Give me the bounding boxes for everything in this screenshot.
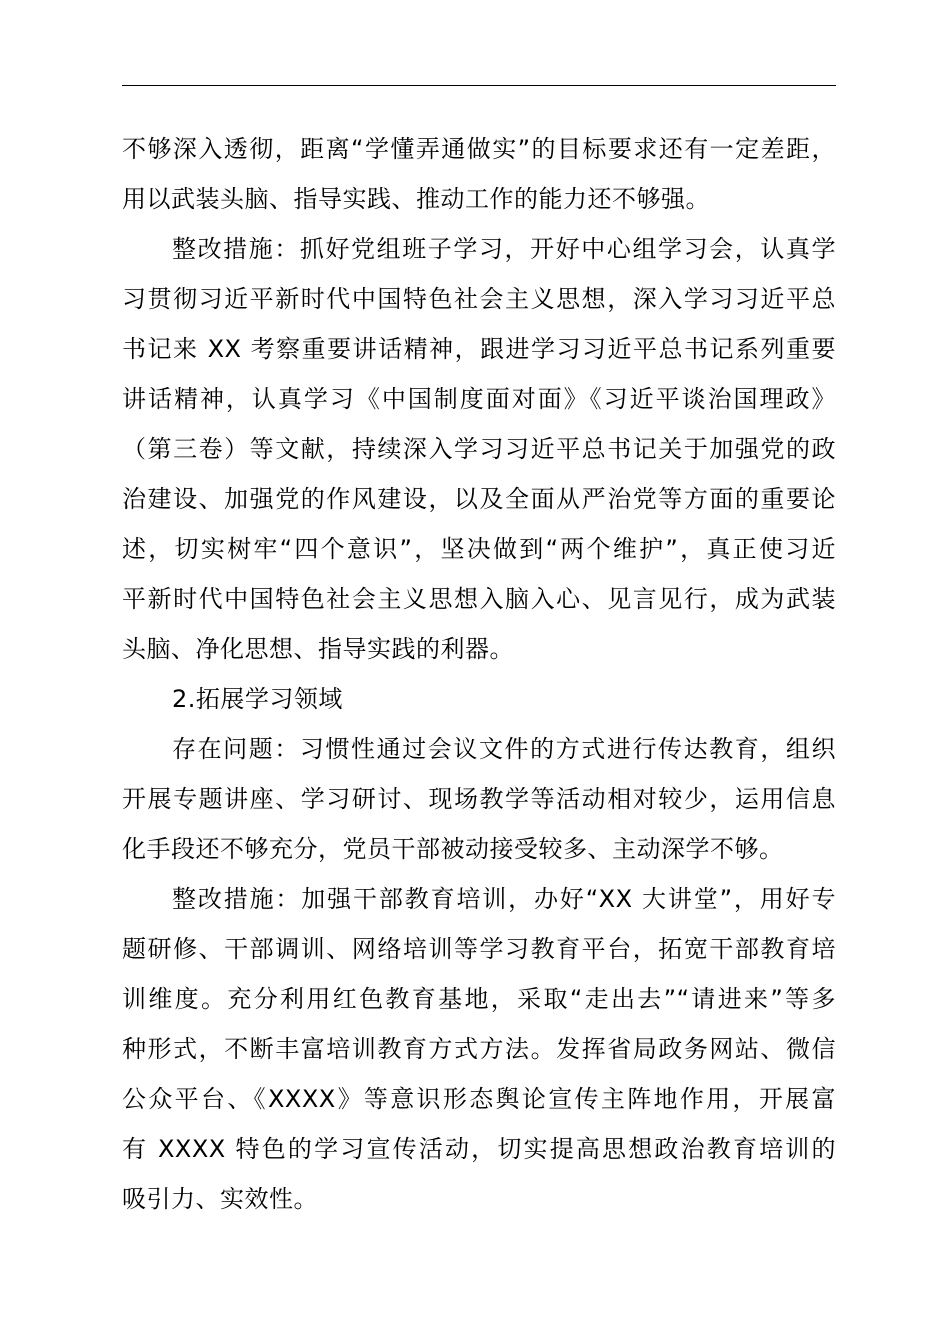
- text-line: 整改措施：加强干部教育培训，办好“XX 大讲堂”，用好专: [172, 885, 836, 913]
- text-line: 公众平台、《XXXX》等意识形态舆论宣传主阵地作用，开展富: [122, 1085, 836, 1113]
- paragraph-rectification-measures-2: [122, 874, 836, 1224]
- text-line: 存在问题：习惯性通过会议文件的方式进行传达教育，组织: [172, 735, 836, 763]
- paragraph-continuation: [122, 124, 836, 224]
- text-line: 开展专题讲座、学习研讨、现场教学等活动相对较少，运用信息: [122, 785, 836, 813]
- text-line: 种形式，不断丰富培训教育方式方法。发挥省局政务网站、微信: [122, 1035, 836, 1063]
- paragraph-rectification-measures-1: [122, 224, 836, 674]
- text-line: 不够深入透彻，距离“学懂弄通做实”的目标要求还有一定差距，: [122, 135, 836, 163]
- document-body: [122, 124, 836, 1224]
- text-line: 习贯彻习近平新时代中国特色社会主义思想，深入学习习近平总: [122, 285, 836, 313]
- section-heading-text: 2.拓展学习领域: [172, 685, 343, 713]
- text-line: 用以武装头脑、指导实践、推动工作的能力还不够强。: [122, 185, 710, 213]
- text-line: 书记来 XX 考察重要讲话精神，跟进学习习近平总书记系列重要: [122, 335, 836, 363]
- section-heading: [122, 674, 836, 724]
- text-line: 题研修、干部调训、网络培训等学习教育平台，拓宽干部教育培: [122, 935, 836, 963]
- text-line: 整改措施：抓好党组班子学习，开好中心组学习会，认真学: [172, 235, 836, 263]
- text-line: 平新时代中国特色社会主义思想入脑入心、见言见行，成为武装: [122, 585, 836, 613]
- header-rule: [122, 85, 836, 86]
- text-line: 讲话精神，认真学习《中国制度面对面》《习近平谈治国理政》: [122, 385, 836, 413]
- text-line: 有 XXXX 特色的学习宣传活动，切实提高思想政治教育培训的: [122, 1135, 836, 1163]
- text-line: 述，切实树牢“四个意识”，坚决做到“两个维护”，真正使习近: [122, 535, 836, 563]
- text-line: 化手段还不够充分，党员干部被动接受较多、主动深学不够。: [122, 835, 784, 863]
- text-line: 训维度。充分利用红色教育基地，采取“走出去”“请进来”等多: [122, 985, 836, 1013]
- text-line: 吸引力、实效性。: [122, 1185, 318, 1213]
- text-line: （第三卷）等文献，持续深入学习习近平总书记关于加强党的政: [122, 435, 836, 463]
- text-line: 头脑、净化思想、指导实践的利器。: [122, 635, 514, 663]
- paragraph-existing-problems: [122, 724, 836, 874]
- text-line: 治建设、加强党的作风建设，以及全面从严治党等方面的重要论: [122, 485, 836, 513]
